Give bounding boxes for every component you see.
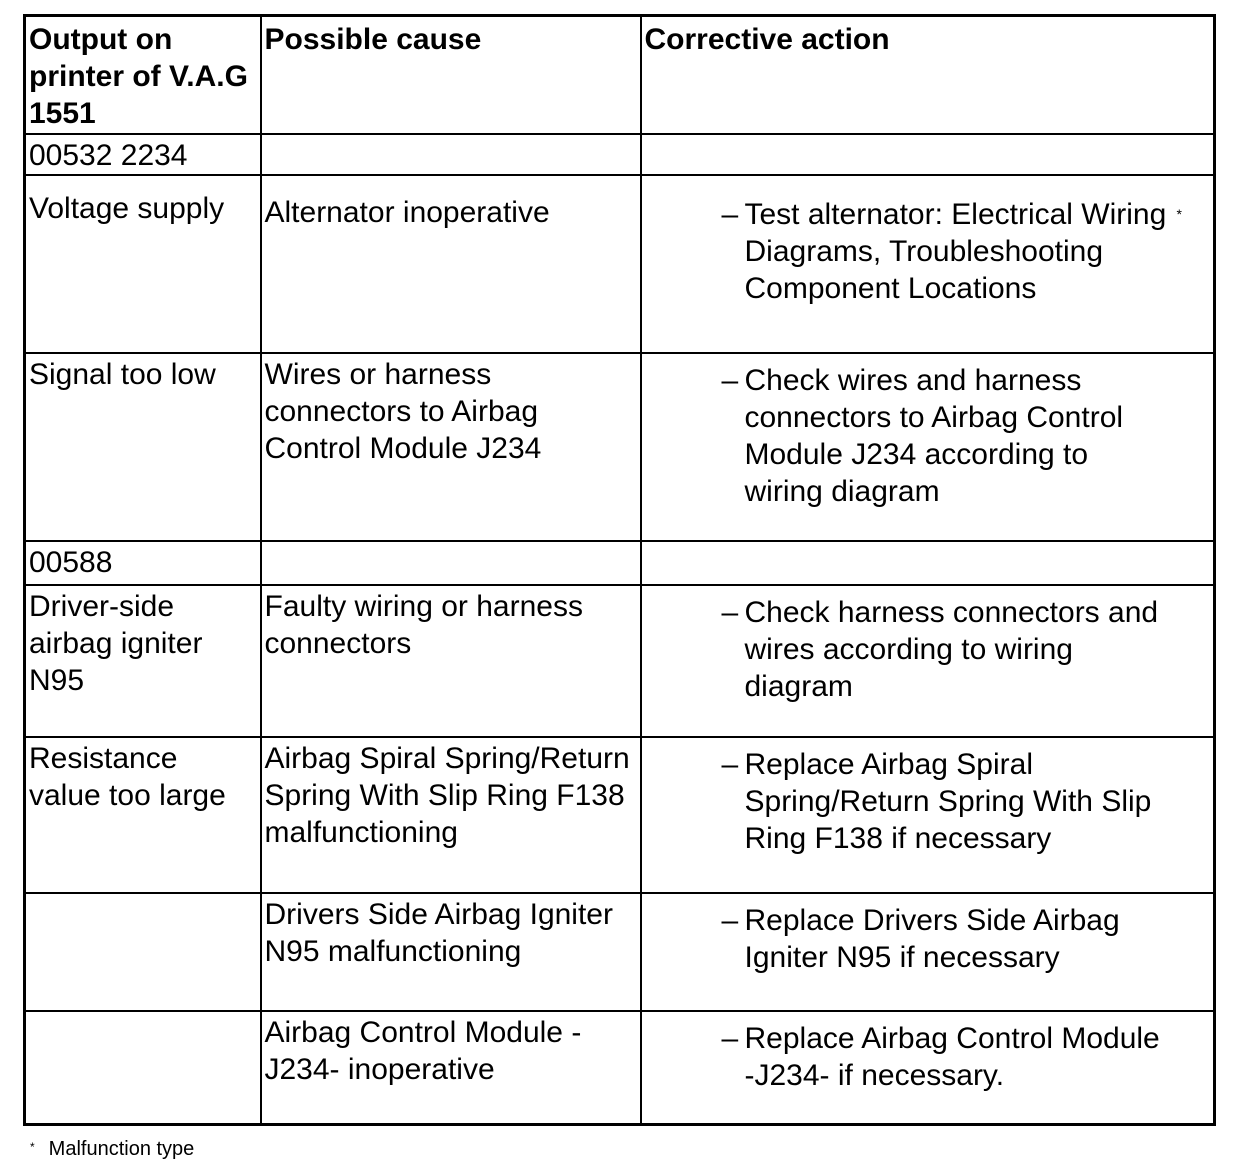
action-item: [645, 1014, 1211, 1094]
output-cell: [25, 1011, 261, 1125]
cause-cell: [261, 541, 641, 585]
action-text: Replace Airbag Spiral Spring/Return Spring With Slip Ring F138 if necessary: [744, 747, 1152, 855]
table-row: [25, 585, 1215, 737]
action-item: [645, 190, 1211, 307]
output-cell: 00588: [25, 541, 261, 585]
action-item: [645, 896, 1211, 976]
action-cell: [641, 175, 1215, 353]
action-cell: [641, 353, 1215, 541]
action-cell: [641, 737, 1215, 893]
cause-cell: Alternator inoperative: [261, 175, 641, 353]
dash-bullet: –: [721, 197, 739, 231]
dash-bullet: –: [721, 1021, 739, 1055]
troubleshooting-table: [23, 14, 1216, 1126]
table-row: [25, 134, 1215, 175]
table-row: [25, 353, 1215, 541]
action-text: Replace Drivers Side Airbag Igniter N95 if necessary: [744, 903, 1120, 974]
footnote-text: Malfunction type: [48, 1138, 195, 1160]
output-cell: Driver-side airbag igniter N95: [25, 585, 261, 737]
action-text: Replace Airbag Control Module -J234- if necessary.: [744, 1021, 1160, 1092]
table-row: [25, 737, 1215, 893]
dash-bullet: –: [721, 903, 739, 937]
table-row: [25, 175, 1215, 353]
dash-bullet: –: [721, 747, 739, 781]
table-row: [25, 541, 1215, 585]
header-output: Output on printer of V.A.G 1551: [25, 16, 261, 134]
action-cell: [641, 893, 1215, 1011]
output-cell: 00532 2234: [25, 134, 261, 175]
cause-cell: Airbag Spiral Spring/Return Spring With Slip Ring F138 malfunctioning: [261, 737, 641, 893]
footnote: [30, 1135, 194, 1161]
output-cell: Voltage supply: [25, 175, 261, 353]
output-cell: Resistance value too large: [25, 737, 261, 893]
action-item: [645, 740, 1211, 857]
footnote-mark: *: [30, 1140, 35, 1154]
output-cell: [25, 893, 261, 1011]
header-action: Corrective action: [641, 16, 1215, 134]
header-row: [25, 16, 1215, 134]
action-text: Check wires and harness connectors to Airbag Control Module J234 according to wiring diagram: [744, 363, 1124, 508]
cause-cell: [261, 134, 641, 175]
cause-cell: Faulty wiring or harness connectors: [261, 585, 641, 737]
action-text: Test alternator: Electrical Wiring Diagrams, Troubleshooting Component Locations: [744, 197, 1167, 305]
cause-cell: Drivers Side Airbag Igniter N95 malfunctioning: [261, 893, 641, 1011]
cause-cell: Airbag Control Module -J234- inoperative: [261, 1011, 641, 1125]
action-cell: [641, 585, 1215, 737]
action-cell: [641, 134, 1215, 175]
dash-bullet: –: [721, 595, 739, 629]
output-cell: Signal too low: [25, 353, 261, 541]
note-mark: *: [1176, 205, 1182, 222]
cause-cell: Wires or harness connectors to Airbag Control Module J234: [261, 353, 641, 541]
dash-bullet: –: [721, 363, 739, 397]
action-item: [645, 356, 1211, 510]
table-row: [25, 893, 1215, 1011]
action-cell: [641, 541, 1215, 585]
action-text: Check harness connectors and wires according to wiring diagram: [744, 595, 1159, 703]
action-item: [645, 588, 1211, 705]
table-row: [25, 1011, 1215, 1125]
action-cell: [641, 1011, 1215, 1125]
header-cause: Possible cause: [261, 16, 641, 134]
